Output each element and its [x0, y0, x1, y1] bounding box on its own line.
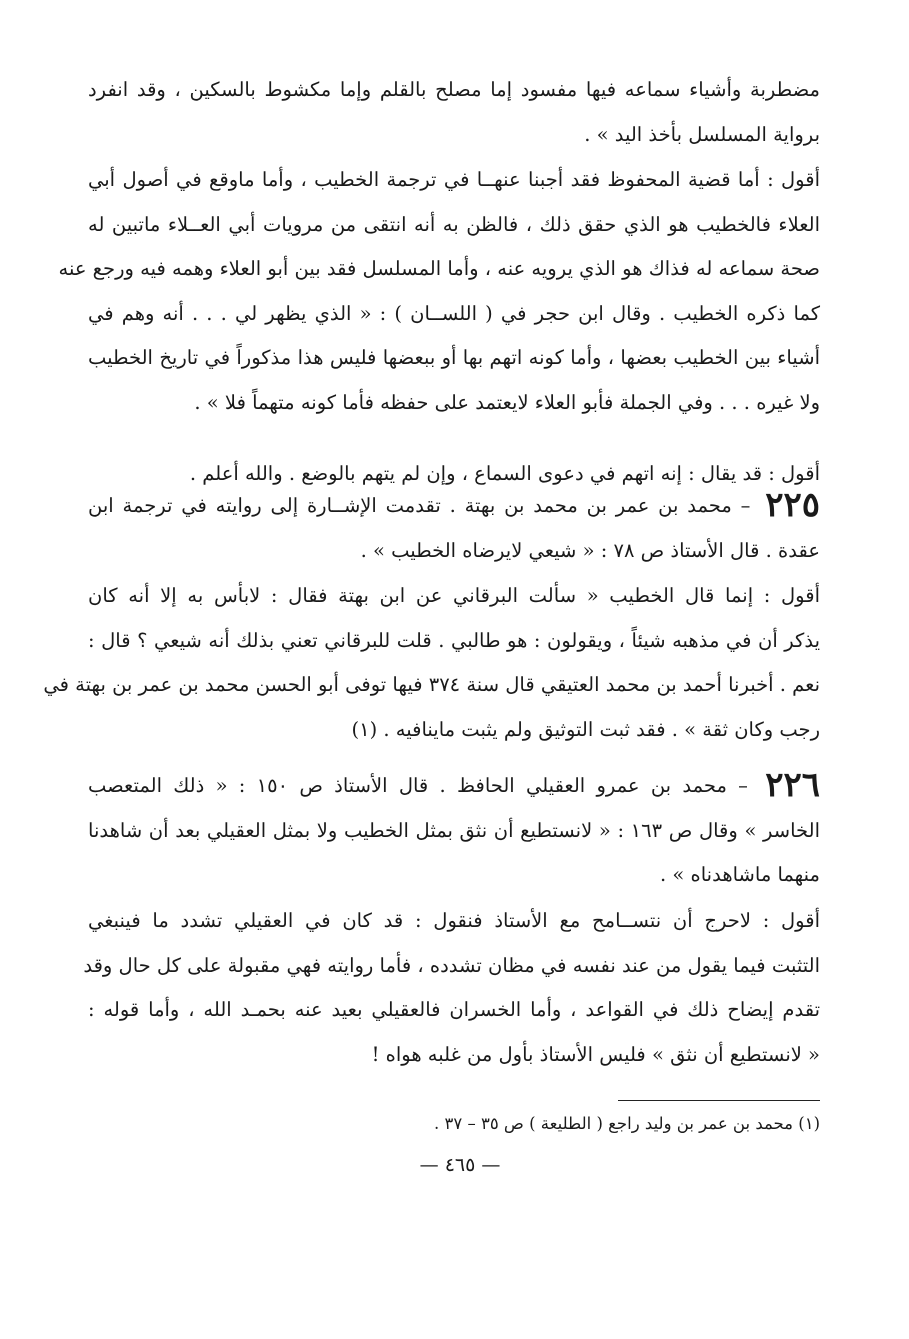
entry-text: – محمد بن عمرو العقيلي الحافظ . قال الأستاذ ص ١٥٠ : « ذلك المتعصب	[88, 774, 748, 797]
entry-number: ٢٢٥	[765, 485, 821, 525]
text-line: ولا غيره . . . وفي الجملة فأبو العلاء لايعتمد على حفظه فأما كونه متهماً فلا » .	[194, 390, 820, 414]
text-line: أقول : قد يقال : إنه اتهم في دعوى السماع ، وإن لم يتهم بالوضع . والله أعلم .	[189, 462, 820, 485]
text-line: رجب وكان ثقة » . فقد ثبت التوثيق ولم يثبت ماينافيه . (١)	[351, 717, 820, 741]
text-line: أشياء بين الخطيب بعضها ، وأما كونه اتهم بها أو ببعضها فليس هذا مذكوراً في تاريخ الخطيب	[88, 346, 820, 370]
entry-226	[88, 764, 820, 898]
text-line: عقدة . قال الأستاذ ص ٧٨ : « شيعي لايرضاه الخطيب » .	[360, 538, 820, 562]
text-line: صحة سماعه له فذاك هو الذي يرويه عنه ، وأما المسلسل فقد بين أبو العلاء وهمه فيه ورجع عنه	[58, 257, 820, 281]
paragraph-aqool-barqani	[43, 574, 820, 752]
paragraph-aqool-khatib	[58, 158, 820, 426]
footnote: (١) محمد بن عمر بن وليد راجع ( الطليعة ) ص ٣٥ – ٣٧ .	[433, 1114, 820, 1133]
entry-heading-line	[88, 764, 820, 809]
text-line: يذكر أن في مذهبه شيئاً ، ويقولون : هو طالبي . قلت للبرقاني تعني بذلك أنه شيعي ؟ قال :	[88, 628, 820, 652]
paragraph-aqool-uqayli	[83, 899, 820, 1077]
text-line: كما ذكره الخطيب . وقال ابن حجر في ( اللســان ) : « الذي يظهر لي . . . أنه وهم في	[88, 301, 820, 325]
text-line: أقول : لاحرج أن نتســامح مع الأستاذ فنقول : قد كان في العقيلي تشدد ما فينبغي	[88, 909, 820, 932]
text-line: منهما ماشاهدناه » .	[659, 863, 820, 887]
entry-number: ٢٢٦	[765, 765, 821, 805]
page-number: — ٤٦٥ —	[419, 1154, 501, 1176]
text-line: تقدم إيضاح ذلك في القواعد ، وأما الخسران فالعقيلي بعيد عنه بحمـد الله ، وأما قوله :	[88, 998, 820, 1022]
text-line: العلاء فالخطيب هو الذي حقق ذلك ، فالظن به أنه انتقى من مرويات أبي العــلاء ماتبين له	[88, 212, 820, 236]
entry-text: – محمد بن عمر بن محمد بن بهتة . تقدمت الإشــارة إلى روايته في ترجمة ابن	[88, 494, 751, 517]
text-line: « لانستطيع أن نثق » فليس الأستاذ بأول من غلبه هواه !	[371, 1042, 820, 1066]
entry-225	[88, 484, 820, 573]
text-line: الخاسر » وقال ص ١٦٣ : « لانستطيع أن نثق بمثل الخطيب ولا بمثل العقيلي بعد أن شاهدنا	[88, 818, 820, 842]
text-line: نعم . أخبرنا أحمد بن محمد العتيقي قال سنة ٣٧٤ فيها توفى أبو الحسن محمد بن عمر بن بهتة في	[43, 673, 820, 697]
text-line: التثبت فيما يقول من عند نفسه في مظان تشدده ، فأما روايته فهي مقبولة على كل حال وقد	[83, 953, 820, 977]
footnote-divider	[618, 1100, 820, 1101]
text-line: أقول : أما قضية المحفوظ فقد أجبنا عنهــا في ترجمة الخطيب ، وأما ماوقع في أصول أبي	[88, 168, 820, 191]
paragraph-continuation	[88, 68, 820, 157]
text-line: برواية المسلسل بأخذ اليد » .	[584, 122, 820, 146]
entry-heading-line	[88, 484, 820, 529]
text-line: أقول : إنما قال الخطيب « سألت البرقاني عن ابن بهتة فقال : لابأس به إلا أنه كان	[88, 584, 820, 607]
text-line: مضطربة وأشياء سماعه فيها مفسود إما مصلح بالقلم وإما مكشوط بالسكين ، وقد انفرد	[88, 78, 820, 101]
